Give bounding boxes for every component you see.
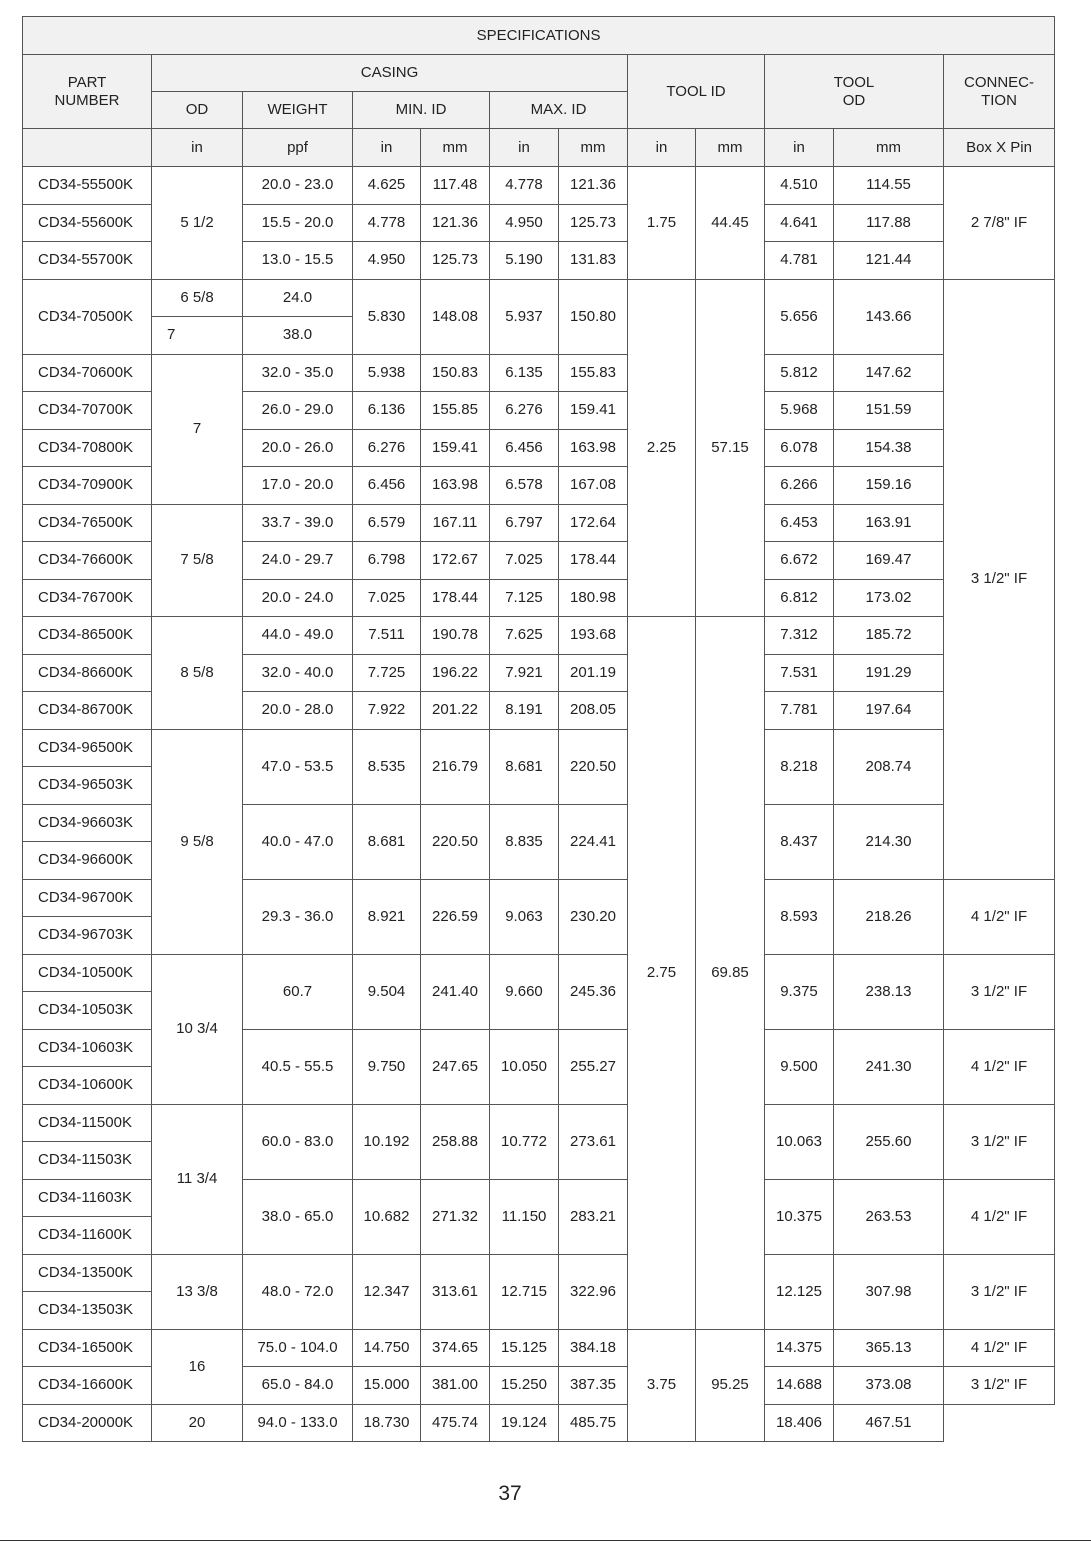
weight-cell: 15.5 - 20.0 bbox=[243, 204, 353, 242]
weight-cell: 38.0 bbox=[243, 317, 353, 355]
unit-cell: Box X Pin bbox=[944, 129, 1055, 167]
part-number-cell: CD34-96503K bbox=[23, 767, 152, 805]
part-number-cell: CD34-76700K bbox=[23, 579, 152, 617]
min-id-in-cell: 6.136 bbox=[353, 392, 421, 430]
casing-od-cell: 9 5/8 bbox=[152, 729, 243, 954]
part-number-cell: CD34-55700K bbox=[23, 242, 152, 280]
tool-od-mm-cell: 218.26 bbox=[834, 879, 944, 954]
casing-od-cell: 5 1/2 bbox=[152, 167, 243, 280]
part-number-cell: CD34-96703K bbox=[23, 917, 152, 955]
unit-cell: in bbox=[765, 129, 834, 167]
unit-cell: in bbox=[152, 129, 243, 167]
min-id-mm-cell: 271.32 bbox=[421, 1179, 490, 1254]
max-id-in-cell: 6.135 bbox=[490, 354, 559, 392]
min-id-in-cell: 12.347 bbox=[353, 1254, 421, 1329]
tool-od-mm-cell: 143.66 bbox=[834, 279, 944, 354]
max-id-in-cell: 15.250 bbox=[490, 1367, 559, 1405]
casing-od-cell: 16 bbox=[152, 1329, 243, 1404]
min-id-header: MIN. ID bbox=[353, 92, 490, 129]
tool-od-in-cell: 6.078 bbox=[765, 429, 834, 467]
table-row bbox=[23, 1254, 1055, 1292]
max-id-in-cell: 10.772 bbox=[490, 1104, 559, 1179]
max-id-mm-cell: 193.68 bbox=[559, 617, 628, 655]
part-number-cell: CD34-96600K bbox=[23, 842, 152, 880]
tool-od-header: TOOL OD bbox=[765, 55, 944, 129]
tool-od-in-cell: 5.812 bbox=[765, 354, 834, 392]
tool-od-mm-cell: 163.91 bbox=[834, 504, 944, 542]
tool-od-in-cell: 8.437 bbox=[765, 804, 834, 879]
part-number-cell: CD34-76500K bbox=[23, 504, 152, 542]
min-id-mm-cell: 475.74 bbox=[421, 1404, 490, 1442]
part-number-cell: CD34-10600K bbox=[23, 1067, 152, 1105]
min-id-in-cell: 8.921 bbox=[353, 879, 421, 954]
part-number-cell: CD34-10500K bbox=[23, 954, 152, 992]
unit-cell: mm bbox=[834, 129, 944, 167]
part-number-cell: CD34-96500K bbox=[23, 729, 152, 767]
connection-cell: 4 1/2" IF bbox=[944, 1029, 1055, 1104]
min-id-mm-cell: 241.40 bbox=[421, 954, 490, 1029]
weight-cell: 32.0 - 40.0 bbox=[243, 654, 353, 692]
tool-id-mm-cell: 44.45 bbox=[696, 167, 765, 280]
max-id-in-cell: 15.125 bbox=[490, 1329, 559, 1367]
min-id-mm-cell: 220.50 bbox=[421, 804, 490, 879]
min-id-in-cell: 15.000 bbox=[353, 1367, 421, 1405]
max-id-in-cell: 7.625 bbox=[490, 617, 559, 655]
part-number-cell: CD34-11600K bbox=[23, 1217, 152, 1255]
max-id-in-cell: 19.124 bbox=[490, 1404, 559, 1442]
max-id-in-cell: 11.150 bbox=[490, 1179, 559, 1254]
max-id-mm-cell: 180.98 bbox=[559, 579, 628, 617]
min-id-in-cell: 8.681 bbox=[353, 804, 421, 879]
casing-od-cell: 6 5/8 bbox=[152, 279, 243, 317]
tool-od-mm-cell: 214.30 bbox=[834, 804, 944, 879]
min-id-in-cell: 5.830 bbox=[353, 279, 421, 354]
max-id-in-cell: 8.835 bbox=[490, 804, 559, 879]
tool-id-mm-cell: 69.85 bbox=[696, 617, 765, 1330]
max-id-mm-cell: 208.05 bbox=[559, 692, 628, 730]
min-id-in-cell: 9.750 bbox=[353, 1029, 421, 1104]
part-number-cell: CD34-76600K bbox=[23, 542, 152, 580]
weight-cell: 44.0 - 49.0 bbox=[243, 617, 353, 655]
min-id-mm-cell: 190.78 bbox=[421, 617, 490, 655]
weight-cell: 13.0 - 15.5 bbox=[243, 242, 353, 280]
tool-od-mm-cell: 241.30 bbox=[834, 1029, 944, 1104]
table-row bbox=[23, 504, 1055, 542]
min-id-mm-cell: 216.79 bbox=[421, 729, 490, 804]
max-id-in-cell: 8.681 bbox=[490, 729, 559, 804]
max-id-in-cell: 5.190 bbox=[490, 242, 559, 280]
max-id-in-cell: 6.456 bbox=[490, 429, 559, 467]
tool-od-mm-cell: 307.98 bbox=[834, 1254, 944, 1329]
max-id-mm-cell: 485.75 bbox=[559, 1404, 628, 1442]
unit-cell: mm bbox=[559, 129, 628, 167]
weight-cell: 33.7 - 39.0 bbox=[243, 504, 353, 542]
tool-od-in-cell: 6.672 bbox=[765, 542, 834, 580]
min-id-mm-cell: 167.11 bbox=[421, 504, 490, 542]
max-id-mm-cell: 155.83 bbox=[559, 354, 628, 392]
bottom-rule bbox=[0, 1540, 1091, 1541]
tool-od-mm-cell: 191.29 bbox=[834, 654, 944, 692]
max-id-in-cell: 4.950 bbox=[490, 204, 559, 242]
connection-cell: 4 1/2" IF bbox=[944, 1179, 1055, 1254]
max-id-mm-cell: 384.18 bbox=[559, 1329, 628, 1367]
max-id-in-cell: 7.125 bbox=[490, 579, 559, 617]
tool-od-in-cell: 10.375 bbox=[765, 1179, 834, 1254]
max-id-mm-cell: 224.41 bbox=[559, 804, 628, 879]
table-row bbox=[23, 279, 1055, 317]
tool-od-mm-cell: 151.59 bbox=[834, 392, 944, 430]
max-id-mm-cell: 245.36 bbox=[559, 954, 628, 1029]
table-row bbox=[23, 167, 1055, 205]
max-id-in-cell: 4.778 bbox=[490, 167, 559, 205]
max-id-mm-cell: 201.19 bbox=[559, 654, 628, 692]
connection-cell: 3 1/2" IF bbox=[944, 1104, 1055, 1179]
table-row bbox=[23, 729, 1055, 767]
max-id-mm-cell: 273.61 bbox=[559, 1104, 628, 1179]
tool-od-in-cell: 6.812 bbox=[765, 579, 834, 617]
max-id-in-cell: 5.937 bbox=[490, 279, 559, 354]
min-id-in-cell: 10.192 bbox=[353, 1104, 421, 1179]
unit-cell: mm bbox=[696, 129, 765, 167]
tool-od-in-cell: 7.531 bbox=[765, 654, 834, 692]
max-id-in-cell: 6.276 bbox=[490, 392, 559, 430]
tool-od-mm-cell: 255.60 bbox=[834, 1104, 944, 1179]
max-id-in-cell: 6.797 bbox=[490, 504, 559, 542]
tool-od-in-cell: 4.510 bbox=[765, 167, 834, 205]
tool-od-mm-cell: 159.16 bbox=[834, 467, 944, 505]
specifications-table bbox=[22, 16, 1055, 1442]
connection-cell: 2 7/8" IF bbox=[944, 167, 1055, 280]
min-id-in-cell: 7.922 bbox=[353, 692, 421, 730]
weight-cell: 20.0 - 23.0 bbox=[243, 167, 353, 205]
weight-cell: 17.0 - 20.0 bbox=[243, 467, 353, 505]
tool-od-mm-cell: 197.64 bbox=[834, 692, 944, 730]
max-id-mm-cell: 167.08 bbox=[559, 467, 628, 505]
max-id-in-cell: 7.025 bbox=[490, 542, 559, 580]
tool-od-mm-cell: 185.72 bbox=[834, 617, 944, 655]
unit-cell: in bbox=[628, 129, 696, 167]
min-id-in-cell: 18.730 bbox=[353, 1404, 421, 1442]
tool-od-in-cell: 4.641 bbox=[765, 204, 834, 242]
max-id-mm-cell: 178.44 bbox=[559, 542, 628, 580]
min-id-mm-cell: 196.22 bbox=[421, 654, 490, 692]
max-id-in-cell: 10.050 bbox=[490, 1029, 559, 1104]
tool-od-mm-cell: 121.44 bbox=[834, 242, 944, 280]
max-id-mm-cell: 255.27 bbox=[559, 1029, 628, 1104]
connection-header: CONNEC- TION bbox=[944, 55, 1055, 129]
part-number-header: PART NUMBER bbox=[23, 55, 152, 129]
tool-id-in-cell: 2.25 bbox=[628, 279, 696, 617]
tool-od-mm-cell: 208.74 bbox=[834, 729, 944, 804]
min-id-mm-cell: 226.59 bbox=[421, 879, 490, 954]
min-id-in-cell: 4.625 bbox=[353, 167, 421, 205]
casing-od-cell: 7 bbox=[152, 317, 243, 355]
tool-od-mm-cell: 238.13 bbox=[834, 954, 944, 1029]
od-header: OD bbox=[152, 92, 243, 129]
max-id-mm-cell: 220.50 bbox=[559, 729, 628, 804]
tool-od-in-cell: 10.063 bbox=[765, 1104, 834, 1179]
tool-od-in-cell: 12.125 bbox=[765, 1254, 834, 1329]
min-id-mm-cell: 258.88 bbox=[421, 1104, 490, 1179]
max-id-mm-cell: 150.80 bbox=[559, 279, 628, 354]
weight-cell: 20.0 - 28.0 bbox=[243, 692, 353, 730]
tool-od-in-cell: 5.656 bbox=[765, 279, 834, 354]
part-number-cell: CD34-55500K bbox=[23, 167, 152, 205]
tool-od-mm-cell: 114.55 bbox=[834, 167, 944, 205]
weight-cell: 40.5 - 55.5 bbox=[243, 1029, 353, 1104]
unit-cell: in bbox=[353, 129, 421, 167]
min-id-in-cell: 6.456 bbox=[353, 467, 421, 505]
part-number-cell: CD34-70700K bbox=[23, 392, 152, 430]
tool-od-in-cell: 8.593 bbox=[765, 879, 834, 954]
table-title: SPECIFICATIONS bbox=[23, 17, 1055, 55]
connection-cell: 3 1/2" IF bbox=[944, 279, 1055, 879]
min-id-in-cell: 6.798 bbox=[353, 542, 421, 580]
table-body bbox=[23, 167, 1055, 1442]
connection-cell: 4 1/2" IF bbox=[944, 879, 1055, 954]
casing-od-cell: 20 bbox=[152, 1404, 243, 1442]
table-row bbox=[23, 954, 1055, 992]
connection-cell: 3 1/2" IF bbox=[944, 954, 1055, 1029]
tool-od-mm-cell: 117.88 bbox=[834, 204, 944, 242]
max-id-in-cell: 9.063 bbox=[490, 879, 559, 954]
tool-od-in-cell: 6.266 bbox=[765, 467, 834, 505]
weight-cell: 65.0 - 84.0 bbox=[243, 1367, 353, 1405]
unit-blank bbox=[23, 129, 152, 167]
min-id-mm-cell: 159.41 bbox=[421, 429, 490, 467]
table-row bbox=[23, 617, 1055, 655]
tool-id-mm-cell: 57.15 bbox=[696, 279, 765, 617]
casing-od-cell: 8 5/8 bbox=[152, 617, 243, 730]
max-id-mm-cell: 322.96 bbox=[559, 1254, 628, 1329]
connection-cell: 3 1/2" IF bbox=[944, 1254, 1055, 1329]
min-id-in-cell: 8.535 bbox=[353, 729, 421, 804]
min-id-mm-cell: 313.61 bbox=[421, 1254, 490, 1329]
max-id-in-cell: 6.578 bbox=[490, 467, 559, 505]
part-number-cell: CD34-86600K bbox=[23, 654, 152, 692]
tool-od-in-cell: 5.968 bbox=[765, 392, 834, 430]
table-row bbox=[23, 1104, 1055, 1142]
weight-cell: 48.0 - 72.0 bbox=[243, 1254, 353, 1329]
tool-id-in-cell: 3.75 bbox=[628, 1329, 696, 1442]
tool-id-mm-cell: 95.25 bbox=[696, 1329, 765, 1442]
part-number-cell: CD34-70600K bbox=[23, 354, 152, 392]
tool-od-mm-cell: 263.53 bbox=[834, 1179, 944, 1254]
tool-od-mm-cell: 467.51 bbox=[834, 1404, 944, 1442]
part-number-cell: CD34-70500K bbox=[23, 279, 152, 354]
weight-cell: 26.0 - 29.0 bbox=[243, 392, 353, 430]
min-id-mm-cell: 121.36 bbox=[421, 204, 490, 242]
tool-od-in-cell: 14.688 bbox=[765, 1367, 834, 1405]
min-id-mm-cell: 374.65 bbox=[421, 1329, 490, 1367]
max-id-in-cell: 9.660 bbox=[490, 954, 559, 1029]
part-number-cell: CD34-16500K bbox=[23, 1329, 152, 1367]
min-id-mm-cell: 201.22 bbox=[421, 692, 490, 730]
tool-id-in-cell: 2.75 bbox=[628, 617, 696, 1330]
part-number-cell: CD34-70900K bbox=[23, 467, 152, 505]
unit-cell: mm bbox=[421, 129, 490, 167]
weight-cell: 38.0 - 65.0 bbox=[243, 1179, 353, 1254]
max-id-mm-cell: 230.20 bbox=[559, 879, 628, 954]
weight-cell: 94.0 - 133.0 bbox=[243, 1404, 353, 1442]
part-number-cell: CD34-10603K bbox=[23, 1029, 152, 1067]
min-id-in-cell: 10.682 bbox=[353, 1179, 421, 1254]
part-number-cell: CD34-86500K bbox=[23, 617, 152, 655]
tool-od-mm-cell: 154.38 bbox=[834, 429, 944, 467]
connection-cell: 4 1/2" IF bbox=[944, 1329, 1055, 1367]
part-number-cell: CD34-11603K bbox=[23, 1179, 152, 1217]
tool-od-in-cell: 14.375 bbox=[765, 1329, 834, 1367]
min-id-in-cell: 7.511 bbox=[353, 617, 421, 655]
max-id-in-cell: 7.921 bbox=[490, 654, 559, 692]
table-row bbox=[23, 1329, 1055, 1367]
max-id-mm-cell: 159.41 bbox=[559, 392, 628, 430]
tool-od-in-cell: 9.375 bbox=[765, 954, 834, 1029]
weight-cell: 75.0 - 104.0 bbox=[243, 1329, 353, 1367]
connection-cell: 3 1/2" IF bbox=[944, 1367, 1055, 1405]
tool-od-in-cell: 6.453 bbox=[765, 504, 834, 542]
max-id-mm-cell: 387.35 bbox=[559, 1367, 628, 1405]
max-id-mm-cell: 172.64 bbox=[559, 504, 628, 542]
tool-od-mm-cell: 169.47 bbox=[834, 542, 944, 580]
casing-od-cell: 7 bbox=[152, 354, 243, 504]
max-id-mm-cell: 163.98 bbox=[559, 429, 628, 467]
part-number-cell: CD34-11503K bbox=[23, 1142, 152, 1180]
weight-cell: 60.0 - 83.0 bbox=[243, 1104, 353, 1179]
part-number-cell: CD34-16600K bbox=[23, 1367, 152, 1405]
min-id-in-cell: 4.950 bbox=[353, 242, 421, 280]
min-id-mm-cell: 150.83 bbox=[421, 354, 490, 392]
part-number-cell: CD34-86700K bbox=[23, 692, 152, 730]
tool-od-mm-cell: 173.02 bbox=[834, 579, 944, 617]
weight-header: WEIGHT bbox=[243, 92, 353, 129]
weight-cell: 32.0 - 35.0 bbox=[243, 354, 353, 392]
min-id-mm-cell: 125.73 bbox=[421, 242, 490, 280]
unit-cell: in bbox=[490, 129, 559, 167]
casing-od-cell: 10 3/4 bbox=[152, 954, 243, 1104]
min-id-mm-cell: 247.65 bbox=[421, 1029, 490, 1104]
min-id-in-cell: 14.750 bbox=[353, 1329, 421, 1367]
min-id-mm-cell: 381.00 bbox=[421, 1367, 490, 1405]
weight-cell: 24.0 bbox=[243, 279, 353, 317]
part-number-cell: CD34-70800K bbox=[23, 429, 152, 467]
tool-od-in-cell: 18.406 bbox=[765, 1404, 834, 1442]
max-id-mm-cell: 283.21 bbox=[559, 1179, 628, 1254]
weight-cell: 24.0 - 29.7 bbox=[243, 542, 353, 580]
min-id-in-cell: 4.778 bbox=[353, 204, 421, 242]
tool-od-mm-cell: 373.08 bbox=[834, 1367, 944, 1405]
min-id-in-cell: 6.579 bbox=[353, 504, 421, 542]
part-number-cell: CD34-55600K bbox=[23, 204, 152, 242]
tool-od-mm-cell: 365.13 bbox=[834, 1329, 944, 1367]
part-number-cell: CD34-13503K bbox=[23, 1292, 152, 1330]
tool-od-in-cell: 8.218 bbox=[765, 729, 834, 804]
tool-od-in-cell: 7.781 bbox=[765, 692, 834, 730]
weight-cell: 47.0 - 53.5 bbox=[243, 729, 353, 804]
tool-od-mm-cell: 147.62 bbox=[834, 354, 944, 392]
tool-id-header: TOOL ID bbox=[628, 55, 765, 129]
unit-cell: ppf bbox=[243, 129, 353, 167]
max-id-header: MAX. ID bbox=[490, 92, 628, 129]
tool-id-in-cell: 1.75 bbox=[628, 167, 696, 280]
casing-od-cell: 13 3/8 bbox=[152, 1254, 243, 1329]
weight-cell: 60.7 bbox=[243, 954, 353, 1029]
weight-cell: 40.0 - 47.0 bbox=[243, 804, 353, 879]
min-id-in-cell: 9.504 bbox=[353, 954, 421, 1029]
max-id-mm-cell: 125.73 bbox=[559, 204, 628, 242]
casing-od-cell: 11 3/4 bbox=[152, 1104, 243, 1254]
max-id-mm-cell: 121.36 bbox=[559, 167, 628, 205]
weight-cell: 29.3 - 36.0 bbox=[243, 879, 353, 954]
min-id-mm-cell: 172.67 bbox=[421, 542, 490, 580]
min-id-mm-cell: 148.08 bbox=[421, 279, 490, 354]
min-id-in-cell: 5.938 bbox=[353, 354, 421, 392]
min-id-mm-cell: 117.48 bbox=[421, 167, 490, 205]
tool-od-in-cell: 9.500 bbox=[765, 1029, 834, 1104]
casing-od-cell: 7 5/8 bbox=[152, 504, 243, 617]
table-row bbox=[23, 1404, 1055, 1442]
min-id-mm-cell: 178.44 bbox=[421, 579, 490, 617]
part-number-cell: CD34-11500K bbox=[23, 1104, 152, 1142]
max-id-in-cell: 8.191 bbox=[490, 692, 559, 730]
part-number-cell: CD34-13500K bbox=[23, 1254, 152, 1292]
min-id-mm-cell: 163.98 bbox=[421, 467, 490, 505]
min-id-in-cell: 7.725 bbox=[353, 654, 421, 692]
table-row bbox=[23, 354, 1055, 392]
tool-od-in-cell: 4.781 bbox=[765, 242, 834, 280]
part-number-cell: CD34-96603K bbox=[23, 804, 152, 842]
min-id-in-cell: 7.025 bbox=[353, 579, 421, 617]
weight-cell: 20.0 - 26.0 bbox=[243, 429, 353, 467]
max-id-in-cell: 12.715 bbox=[490, 1254, 559, 1329]
weight-cell: 20.0 - 24.0 bbox=[243, 579, 353, 617]
casing-header: CASING bbox=[152, 55, 628, 92]
max-id-mm-cell: 131.83 bbox=[559, 242, 628, 280]
min-id-mm-cell: 155.85 bbox=[421, 392, 490, 430]
page-number: 37 bbox=[498, 1482, 522, 1505]
part-number-cell: CD34-20000K bbox=[23, 1404, 152, 1442]
part-number-cell: CD34-10503K bbox=[23, 992, 152, 1030]
part-number-cell: CD34-96700K bbox=[23, 879, 152, 917]
min-id-in-cell: 6.276 bbox=[353, 429, 421, 467]
tool-od-in-cell: 7.312 bbox=[765, 617, 834, 655]
